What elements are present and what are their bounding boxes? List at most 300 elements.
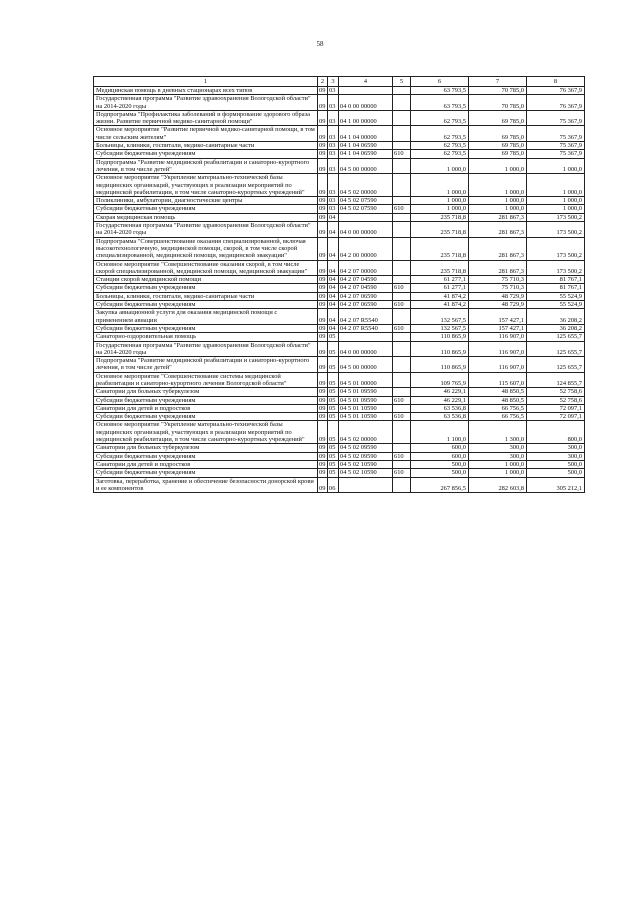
section-code-cell: 09	[318, 301, 328, 309]
expense-type-cell: 610	[393, 150, 411, 158]
amount-col8-cell: 36 208,2	[527, 324, 585, 332]
amount-col7-cell: 48 850,5	[469, 396, 527, 404]
table-row	[94, 292, 585, 300]
amount-col7-cell: 75 710,3	[469, 284, 527, 292]
row-name-cell: Санатории для детей и подростков	[94, 404, 318, 412]
amount-col6-cell: 110 865,9	[411, 333, 469, 341]
subsection-code-cell: 04	[328, 237, 339, 260]
amount-col7-cell: 69 785,0	[469, 150, 527, 158]
target-article-cell: 04 1 04 06590	[339, 142, 393, 150]
column-header: 4	[339, 77, 393, 87]
subsection-code-cell: 03	[328, 197, 339, 205]
target-article-cell: 04 2 07 04590	[339, 284, 393, 292]
row-name-cell: Субсидии бюджетным учреждениям	[94, 452, 318, 460]
amount-col6-cell: 63 536,8	[411, 404, 469, 412]
target-article-cell: 04 5 00 00000	[339, 158, 393, 174]
section-code-cell: 09	[318, 396, 328, 404]
row-name-cell: Основное мероприятие "Развитие первичной медико-санитарной помощи, в том числе сельским жителям"	[94, 126, 318, 142]
target-article-cell: 04 2 07 R5540	[339, 324, 393, 332]
amount-col7-cell: 281 867,3	[469, 222, 527, 238]
amount-col8-cell: 52 758,6	[527, 388, 585, 396]
amount-col7-cell: 66 756,5	[469, 404, 527, 412]
subsection-code-cell: 03	[328, 87, 339, 95]
target-article-cell: 04 2 07 06590	[339, 301, 393, 309]
target-article-cell: 04 5 02 10590	[339, 469, 393, 477]
subsection-code-cell: 05	[328, 444, 339, 452]
row-name-cell: Основное мероприятие "Укрепление материально-технической базы медицинских организаций, участвующих в реализации мероприятий по медицинской реабилитации, в том числе санаторно-курортных учреждений"	[94, 421, 318, 444]
amount-col7-cell: 281 867,3	[469, 260, 527, 276]
subsection-code-cell: 04	[328, 276, 339, 284]
amount-col8-cell: 75 367,9	[527, 110, 585, 126]
amount-col7-cell: 115 607,0	[469, 372, 527, 388]
table-body	[94, 87, 585, 493]
amount-col6-cell: 600,0	[411, 452, 469, 460]
amount-col6-cell: 500,0	[411, 460, 469, 468]
subsection-code-cell: 05	[328, 460, 339, 468]
section-code-cell: 09	[318, 150, 328, 158]
subsection-code-cell: 03	[328, 205, 339, 213]
target-article-cell: 04 5 02 09590	[339, 452, 393, 460]
expense-type-cell	[393, 237, 411, 260]
expense-type-cell	[393, 309, 411, 325]
amount-col8-cell: 76 367,9	[527, 87, 585, 95]
amount-col7-cell: 116 907,0	[469, 357, 527, 373]
table-row	[94, 260, 585, 276]
row-name-cell: Больницы, клиники, госпитали, медико-санитарные части	[94, 292, 318, 300]
amount-col7-cell: 300,0	[469, 444, 527, 452]
row-name-cell: Субсидии бюджетным учреждениям	[94, 324, 318, 332]
subsection-code-cell: 06	[328, 477, 339, 493]
amount-col7-cell: 66 756,5	[469, 413, 527, 421]
section-code-cell: 09	[318, 205, 328, 213]
target-article-cell: 04 5 01 09590	[339, 388, 393, 396]
expense-type-cell	[393, 95, 411, 111]
table-row	[94, 174, 585, 197]
section-code-cell: 09	[318, 126, 328, 142]
header-row	[94, 77, 585, 87]
amount-col8-cell: 72 097,1	[527, 413, 585, 421]
amount-col7-cell: 116 907,0	[469, 333, 527, 341]
section-code-cell: 09	[318, 452, 328, 460]
target-article-cell: 04 5 02 07590	[339, 197, 393, 205]
amount-col8-cell: 36 208,2	[527, 309, 585, 325]
amount-col6-cell: 63 793,5	[411, 87, 469, 95]
amount-col8-cell: 75 367,9	[527, 142, 585, 150]
target-article-cell: 04 0 00 00000	[339, 341, 393, 357]
amount-col6-cell: 110 865,9	[411, 341, 469, 357]
amount-col7-cell: 1 000,0	[469, 158, 527, 174]
row-name-cell: Основное мероприятие "Совершенствование оказания скорой, в том числе скорой специализированной, медицинской помощи, медицинской эвакуации"	[94, 260, 318, 276]
row-name-cell: Государственная программа "Развитие здравоохранения Вологодской области" на 2014-2020 годы	[94, 95, 318, 111]
target-article-cell: 04 2 07 R5540	[339, 309, 393, 325]
expense-type-cell	[393, 388, 411, 396]
target-article-cell: 04 5 00 00000	[339, 357, 393, 373]
row-name-cell: Субсидии бюджетным учреждениям	[94, 301, 318, 309]
amount-col8-cell: 1 000,0	[527, 174, 585, 197]
amount-col7-cell: 1 000,0	[469, 205, 527, 213]
expense-type-cell	[393, 260, 411, 276]
row-name-cell: Санатории для больных туберкулезом	[94, 444, 318, 452]
subsection-code-cell: 04	[328, 309, 339, 325]
amount-col6-cell: 1 100,0	[411, 421, 469, 444]
amount-col8-cell: 1 000,0	[527, 197, 585, 205]
row-name-cell: Субсидии бюджетным учреждениям	[94, 150, 318, 158]
subsection-code-cell: 04	[328, 284, 339, 292]
amount-col7-cell: 70 785,0	[469, 87, 527, 95]
amount-col6-cell: 235 718,8	[411, 237, 469, 260]
amount-col8-cell: 75 367,9	[527, 150, 585, 158]
amount-col8-cell: 75 367,9	[527, 126, 585, 142]
section-code-cell: 09	[318, 213, 328, 221]
expense-type-cell	[393, 292, 411, 300]
row-name-cell: Подпрограмма "Профилактика заболеваний и формирование здорового образа жизни. Развитие первичной медико-санитарной помощи"	[94, 110, 318, 126]
section-code-cell: 09	[318, 357, 328, 373]
amount-col6-cell: 235 718,8	[411, 222, 469, 238]
section-code-cell: 09	[318, 237, 328, 260]
section-code-cell: 09	[318, 284, 328, 292]
subsection-code-cell: 04	[328, 213, 339, 221]
expense-type-cell	[393, 333, 411, 341]
row-name-cell: Субсидии бюджетным учреждениям	[94, 284, 318, 292]
subsection-code-cell: 05	[328, 396, 339, 404]
expense-type-cell	[393, 421, 411, 444]
table-row	[94, 452, 585, 460]
target-article-cell: 04 0 00 00000	[339, 222, 393, 238]
section-code-cell: 09	[318, 87, 328, 95]
subsection-code-cell: 03	[328, 142, 339, 150]
section-code-cell: 09	[318, 174, 328, 197]
subsection-code-cell: 03	[328, 110, 339, 126]
row-name-cell: Больницы, клиники, госпитали, медико-санитарные части	[94, 142, 318, 150]
target-article-cell: 04 5 01 00000	[339, 372, 393, 388]
row-name-cell: Государственная программа "Развитие здравоохранения Вологодской области" на 2014-2020 годы	[94, 341, 318, 357]
expense-type-cell	[393, 197, 411, 205]
expense-type-cell	[393, 174, 411, 197]
amount-col7-cell: 69 785,0	[469, 142, 527, 150]
section-code-cell: 09	[318, 309, 328, 325]
table-row	[94, 413, 585, 421]
amount-col7-cell: 48 729,9	[469, 292, 527, 300]
expense-type-cell	[393, 477, 411, 493]
amount-col7-cell: 48 850,5	[469, 388, 527, 396]
row-name-cell: Субсидии бюджетным учреждениям	[94, 396, 318, 404]
amount-col7-cell: 69 785,0	[469, 126, 527, 142]
expense-type-cell: 610	[393, 284, 411, 292]
amount-col8-cell: 1 000,0	[527, 158, 585, 174]
amount-col7-cell: 1 000,0	[469, 174, 527, 197]
amount-col6-cell: 46 229,1	[411, 388, 469, 396]
expense-type-cell: 610	[393, 324, 411, 332]
section-code-cell: 09	[318, 388, 328, 396]
row-name-cell: Поликлиники, амбулатории, диагностические центры	[94, 197, 318, 205]
table-row	[94, 357, 585, 373]
table-row	[94, 237, 585, 260]
expense-type-cell	[393, 341, 411, 357]
table-row	[94, 404, 585, 412]
amount-col8-cell: 52 758,6	[527, 396, 585, 404]
amount-col7-cell: 1 000,0	[469, 197, 527, 205]
amount-col6-cell: 1 000,0	[411, 158, 469, 174]
amount-col6-cell: 1 000,0	[411, 205, 469, 213]
subsection-code-cell: 05	[328, 421, 339, 444]
row-name-cell: Подпрограмма "Развитие медицинской реабилитации и санаторно-курортного лечения, в том числе детей"	[94, 357, 318, 373]
section-code-cell: 09	[318, 404, 328, 412]
amount-col6-cell: 61 277,1	[411, 284, 469, 292]
subsection-code-cell: 05	[328, 413, 339, 421]
column-header: 5	[393, 77, 411, 87]
table-row	[94, 197, 585, 205]
amount-col8-cell: 55 524,9	[527, 301, 585, 309]
amount-col6-cell: 1 000,0	[411, 197, 469, 205]
column-header: 1	[94, 77, 318, 87]
target-article-cell: 04 5 02 00000	[339, 174, 393, 197]
amount-col6-cell: 109 765,9	[411, 372, 469, 388]
amount-col8-cell: 173 500,2	[527, 237, 585, 260]
amount-col7-cell: 1 300,0	[469, 421, 527, 444]
table-row	[94, 205, 585, 213]
target-article-cell: 04 1 04 00000	[339, 126, 393, 142]
row-name-cell: Заготовка, переработка, хранение и обеспечение безопасности донорской крови и ее компонентов	[94, 477, 318, 493]
amount-col8-cell: 124 855,7	[527, 372, 585, 388]
row-name-cell: Санатории для детей и подростков	[94, 460, 318, 468]
table-row	[94, 222, 585, 238]
target-article-cell: 04 0 00 00000	[339, 95, 393, 111]
amount-col8-cell: 305 212,1	[527, 477, 585, 493]
expense-type-cell: 610	[393, 301, 411, 309]
amount-col8-cell: 800,0	[527, 421, 585, 444]
amount-col7-cell: 281 867,3	[469, 213, 527, 221]
table-row	[94, 324, 585, 332]
section-code-cell: 09	[318, 469, 328, 477]
expense-type-cell	[393, 222, 411, 238]
section-code-cell: 09	[318, 333, 328, 341]
row-name-cell: Скорая медицинская помощь	[94, 213, 318, 221]
amount-col8-cell: 500,0	[527, 469, 585, 477]
amount-col7-cell: 282 603,8	[469, 477, 527, 493]
expense-type-cell	[393, 87, 411, 95]
subsection-code-cell: 04	[328, 260, 339, 276]
amount-col7-cell: 1 000,0	[469, 469, 527, 477]
table-row	[94, 372, 585, 388]
amount-col6-cell: 235 718,8	[411, 260, 469, 276]
table-row	[94, 276, 585, 284]
amount-col7-cell: 116 907,0	[469, 341, 527, 357]
target-article-cell: 04 5 02 10590	[339, 460, 393, 468]
amount-col8-cell: 81 767,1	[527, 284, 585, 292]
amount-col8-cell: 1 000,0	[527, 205, 585, 213]
section-code-cell: 09	[318, 260, 328, 276]
amount-col6-cell: 61 277,1	[411, 276, 469, 284]
section-code-cell: 09	[318, 197, 328, 205]
target-article-cell: 04 2 07 04590	[339, 276, 393, 284]
amount-col6-cell: 1 000,0	[411, 174, 469, 197]
target-article-cell: 04 5 02 00000	[339, 421, 393, 444]
target-article-cell: 04 5 01 10590	[339, 413, 393, 421]
expense-type-cell: 610	[393, 205, 411, 213]
amount-col7-cell: 1 000,0	[469, 460, 527, 468]
expense-type-cell	[393, 126, 411, 142]
target-article-cell	[339, 333, 393, 341]
subsection-code-cell: 03	[328, 174, 339, 197]
table-row	[94, 333, 585, 341]
table-row	[94, 87, 585, 95]
row-name-cell: Основное мероприятие "Укрепление материально-технической базы медицинских организаций, участвующих в реализации мероприятий по медицинской реабилитации, в том числе санаторно-курортных учреждений"	[94, 174, 318, 197]
row-name-cell: Подпрограмма "Развитие медицинской реабилитации и санаторно-курортного лечения, в том числе детей"	[94, 158, 318, 174]
expense-type-cell	[393, 276, 411, 284]
amount-col7-cell: 157 427,1	[469, 309, 527, 325]
amount-col8-cell: 125 655,7	[527, 341, 585, 357]
amount-col6-cell: 62 793,5	[411, 142, 469, 150]
subsection-code-cell: 04	[328, 222, 339, 238]
amount-col6-cell: 46 229,1	[411, 396, 469, 404]
target-article-cell	[339, 477, 393, 493]
expense-type-cell	[393, 404, 411, 412]
section-code-cell: 09	[318, 372, 328, 388]
section-code-cell: 09	[318, 477, 328, 493]
amount-col7-cell: 157 427,1	[469, 324, 527, 332]
target-article-cell: 04 1 00 00000	[339, 110, 393, 126]
expense-type-cell	[393, 213, 411, 221]
amount-col8-cell: 76 367,9	[527, 95, 585, 111]
column-header: 8	[527, 77, 585, 87]
section-code-cell: 09	[318, 222, 328, 238]
subsection-code-cell: 05	[328, 357, 339, 373]
table-row	[94, 396, 585, 404]
expense-type-cell	[393, 158, 411, 174]
column-header: 6	[411, 77, 469, 87]
amount-col8-cell: 72 097,1	[527, 404, 585, 412]
row-name-cell: Государственная программа "Развитие здравоохранения Вологодской области" на 2014-2020 годы	[94, 222, 318, 238]
subsection-code-cell: 05	[328, 469, 339, 477]
target-article-cell	[339, 213, 393, 221]
expense-type-cell: 610	[393, 452, 411, 460]
amount-col6-cell: 62 793,5	[411, 110, 469, 126]
row-name-cell: Станции скорой медицинской помощи	[94, 276, 318, 284]
section-code-cell: 09	[318, 292, 328, 300]
expense-type-cell: 610	[393, 396, 411, 404]
amount-col6-cell: 600,0	[411, 444, 469, 452]
table-row	[94, 301, 585, 309]
expense-type-cell	[393, 372, 411, 388]
section-code-cell: 09	[318, 95, 328, 111]
section-code-cell: 09	[318, 460, 328, 468]
subsection-code-cell: 03	[328, 95, 339, 111]
target-article-cell: 04 5 01 09590	[339, 396, 393, 404]
amount-col8-cell: 55 524,9	[527, 292, 585, 300]
expense-type-cell	[393, 142, 411, 150]
table-row	[94, 213, 585, 221]
page-number: 58	[316, 40, 324, 48]
amount-col8-cell: 500,0	[527, 460, 585, 468]
expense-type-cell	[393, 444, 411, 452]
table-row	[94, 158, 585, 174]
row-name-cell: Субсидии бюджетным учреждениям	[94, 413, 318, 421]
amount-col6-cell: 41 874,2	[411, 292, 469, 300]
amount-col6-cell: 41 874,2	[411, 301, 469, 309]
row-name-cell: Медицинская помощь в дневных стационарах всех типов	[94, 87, 318, 95]
subsection-code-cell: 03	[328, 126, 339, 142]
amount-col6-cell: 132 567,5	[411, 309, 469, 325]
section-code-cell: 09	[318, 142, 328, 150]
amount-col6-cell: 62 793,5	[411, 126, 469, 142]
column-header: 2	[318, 77, 328, 87]
amount-col8-cell: 173 500,2	[527, 213, 585, 221]
subsection-code-cell: 05	[328, 341, 339, 357]
target-article-cell	[339, 87, 393, 95]
row-name-cell: Основное мероприятие "Совершенствование системы медицинской реабилитации и санаторно-курортного лечения Вологодской области"	[94, 372, 318, 388]
expense-type-cell	[393, 357, 411, 373]
subsection-code-cell: 05	[328, 333, 339, 341]
amount-col6-cell: 62 793,5	[411, 150, 469, 158]
table-row	[94, 421, 585, 444]
row-name-cell: Санатории для больных туберкулезом	[94, 388, 318, 396]
column-header: 7	[469, 77, 527, 87]
amount-col6-cell: 110 865,9	[411, 357, 469, 373]
amount-col8-cell: 300,0	[527, 444, 585, 452]
row-name-cell: Закупка авиационной услуги для оказания медицинской помощи с применением авиации	[94, 309, 318, 325]
section-code-cell: 09	[318, 276, 328, 284]
expense-type-cell	[393, 460, 411, 468]
table-row	[94, 444, 585, 452]
amount-col8-cell: 300,0	[527, 452, 585, 460]
target-article-cell: 04 2 07 00000	[339, 260, 393, 276]
subsection-code-cell: 04	[328, 301, 339, 309]
amount-col6-cell: 63 793,5	[411, 95, 469, 111]
section-code-cell: 09	[318, 110, 328, 126]
subsection-code-cell: 04	[328, 292, 339, 300]
subsection-code-cell: 05	[328, 404, 339, 412]
amount-col7-cell: 48 729,9	[469, 301, 527, 309]
section-code-cell: 09	[318, 421, 328, 444]
section-code-cell: 09	[318, 413, 328, 421]
amount-col8-cell: 173 500,2	[527, 222, 585, 238]
table-row	[94, 95, 585, 111]
target-article-cell: 04 1 04 06590	[339, 150, 393, 158]
table-row	[94, 460, 585, 468]
subsection-code-cell: 05	[328, 388, 339, 396]
amount-col7-cell: 75 710,3	[469, 276, 527, 284]
amount-col6-cell: 500,0	[411, 469, 469, 477]
row-name-cell: Санаторно-оздоровительная помощь	[94, 333, 318, 341]
column-header: 3	[328, 77, 339, 87]
table-row	[94, 142, 585, 150]
amount-col8-cell: 173 500,2	[527, 260, 585, 276]
amount-col7-cell: 70 785,0	[469, 95, 527, 111]
subsection-code-cell: 04	[328, 324, 339, 332]
expense-type-cell: 610	[393, 469, 411, 477]
amount-col6-cell: 235 718,8	[411, 213, 469, 221]
expense-type-cell	[393, 110, 411, 126]
budget-table	[93, 76, 585, 493]
section-code-cell: 09	[318, 158, 328, 174]
table-row	[94, 469, 585, 477]
table-row	[94, 150, 585, 158]
target-article-cell: 04 2 07 06590	[339, 292, 393, 300]
subsection-code-cell: 03	[328, 150, 339, 158]
table-row	[94, 309, 585, 325]
table-row	[94, 477, 585, 493]
amount-col6-cell: 132 567,5	[411, 324, 469, 332]
amount-col8-cell: 125 655,7	[527, 333, 585, 341]
expense-type-cell: 610	[393, 413, 411, 421]
table-row	[94, 341, 585, 357]
row-name-cell: Субсидии бюджетным учреждениям	[94, 469, 318, 477]
row-name-cell: Подпрограмма "Совершенствование оказания специализированной, включая высокотехнологичную, медицинской помощи, скорой, в том числе скорой специализированной, медицинской помощи, медицинской эвакуации"	[94, 237, 318, 260]
subsection-code-cell: 05	[328, 452, 339, 460]
amount-col6-cell: 267 856,5	[411, 477, 469, 493]
amount-col7-cell: 281 867,3	[469, 237, 527, 260]
section-code-cell: 09	[318, 444, 328, 452]
